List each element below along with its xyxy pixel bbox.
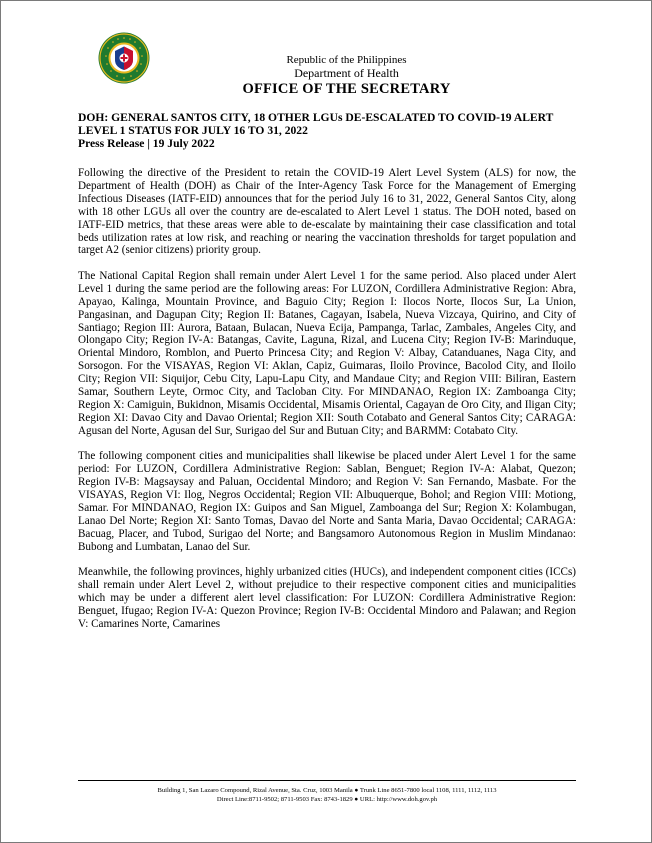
office-line: OFFICE OF THE SECRETARY [242,81,451,97]
press-release-date: Press Release | 19 July 2022 [78,137,215,150]
press-release-title: DOH: GENERAL SANTOS CITY, 18 OTHER LGUs DE-ESCALATED TO COVID-19 ALERT LEVEL 1 STATUS FOR JULY 16 TO 31, 2022 [78,111,554,137]
paragraph-3: The following component cities and municipalities shall likewise be placed under Alert Level 1 for the same period: For LUZON, Cordillera Administrative Region: Sablan, Benguet; Region IV-A: Alabat, Quezon; Region IV-B: Magsaysay and Paluan, Occidental Mindoro; and Region V: San Fernando, Masbate. For the VISAYAS, Region VI: Ilog, Negros Occidental; Region VII: Albuquerque, Bohol; and Region VIII: Motiong, Samar. For MINDANAO, Region IX: Guipos and San Miguel, Zamboanga del Sur; Region X: Kolambugan, Lanao Del Norte; Region XI: Santo Tomas, Davao del Norte and Santa Maria, Davao Occidental; CARAGA: Bacuag, Placer, and Tubod, Surigao del Norte; and Bangsamoro Autonomous Region in Muslim Mindanao: Bubong and Lumbatan, Lanao del Sur. [78,450,576,553]
footer-contact-line: Direct Line:8711-9502; 8711-9503 Fax: 8743-1829 ● URL: http://www.doh.gov.ph [216,796,438,803]
paragraph-1: Following the directive of the President to retain the COVID-19 Alert Level System (ALS) for now, the Department of Health (DOH) as Chair of the Inter-Agency Task Force for the Management of Emerging Infectious Diseases (IATF-EID) announces that for the period July 16 to 31, 2022, General Santos City, along with 18 other LGUs all over the country are de-escalated to Alert Level 1 status. The DOH noted, based on IATF-EID metrics, that these areas were able to de-escalate by maintaining their case classification and total beds utilization rates at low risk, and reaching or nearing the vaccination thresholds for target population and target A2 (senior citizens) priority group. [78,167,576,257]
paragraph-4: Meanwhile, the following provinces, highly urbanized cities (HUCs), and independent component cities (ICCs) shall remain under Alert Level 2, without prejudice to their respective component cities and municipalities which may be under a different alert level classification: For LUZON: Cordillera Administrative Region: Benguet, Ifugao; Region IV-A: Quezon Province; Region IV-B: Occidental Mindoro and Palawan; and Region V: Camarines Norte, Camarines [78,566,576,630]
republic-line: Republic of the Philippines [286,54,407,66]
page-footer [78,780,576,804]
press-release-body [78,111,576,643]
letterhead [1,54,651,98]
department-line: Department of Health [294,66,399,80]
footer-address-line: Building 1, San Lazaro Compound, Rizal Avenue, Sta. Cruz, 1003 Manila ● Trunk Line 8651-7800 local 1108, 1111, 1112, 1113 [157,787,497,794]
paragraph-2: The National Capital Region shall remain under Alert Level 1 for the same period. Also placed under Alert Level 1 during the same period are the following areas: For LUZON, Cordillera Administrative Region: Abra, Apayao, Kalinga, Mountain Province, and Baguio City; Region I: Ilocos Norte, Ilocos Sur, La Union, Pangasinan, and Dagupan City; Region II: Batanes, Cagayan, Isabela, Nueva Vizcaya, Quirino, and City of Santiago; Region III: Aurora, Bataan, Bulacan, Nueva Ecija, Pampanga, Tarlac, Zambales, Angeles City, and Olongapo City; Region IV-A: Batangas, Cavite, Laguna, Rizal, and Lucena City; Region IV-B: Marinduque, Oriental Mindoro, Romblon, and Puerto Princesa City; and Region V: Albay, Catanduanes, Naga City, and Sorsogon. For the VISAYAS, Region VI: Aklan, Capiz, Guimaras, Iloilo Province, Bacolod City, and Iloilo City; Region VII: Siquijor, Cebu City, Lapu-Lapu City, and Mandaue City; and Region VIII: Biliran, Eastern Samar, Southern Leyte, Ormoc City, and Tacloban City. For MINDANAO, Region IX: Zamboanga City; Region X: Camiguin, Bukidnon, Misamis Occidental, Misamis Oriental, Cagayan de Oro City, and Iligan City; Region XI: Davao City and Davao Oriental; Region XII: South Cotabato and General Santos City; CARAGA: Agusan del Norte, Agusan del Sur, Surigao del Sur and Butuan City; and BARMM: Cotabato City. [78,269,576,437]
